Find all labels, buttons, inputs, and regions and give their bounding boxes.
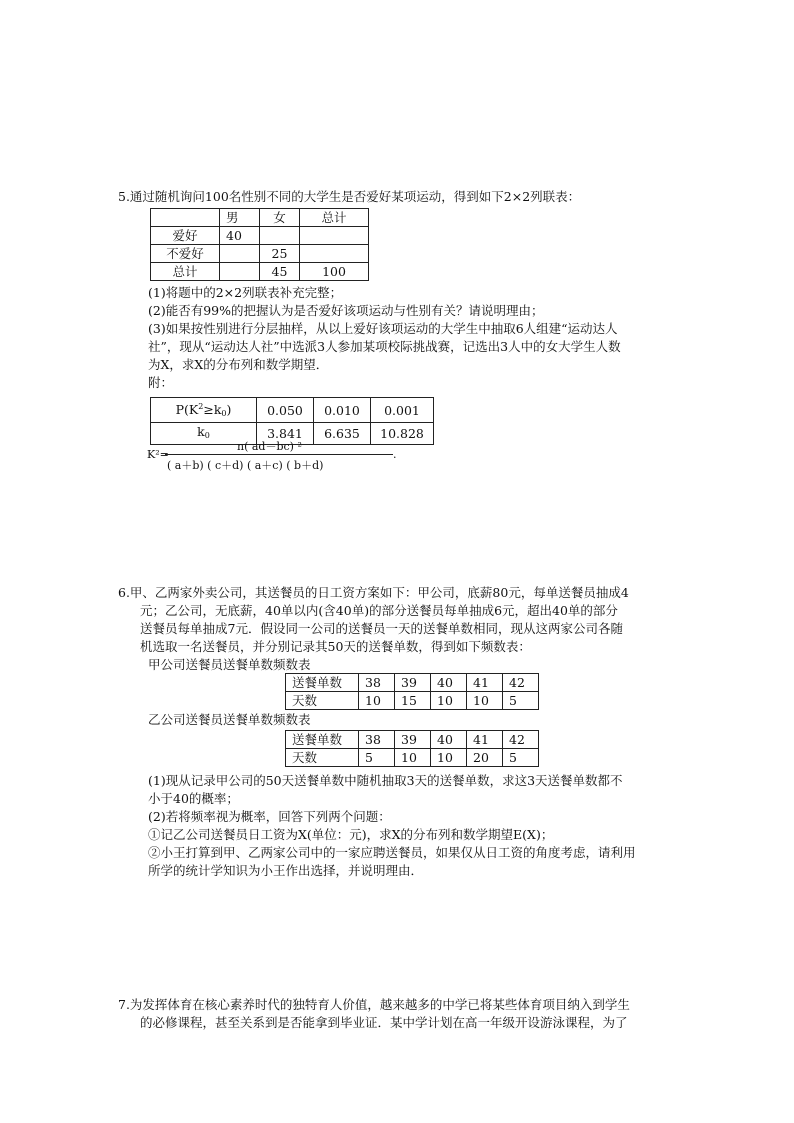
q6-table-a-title: 甲公司送餐员送餐单数频数表	[148, 657, 311, 672]
q5-contingency-table	[150, 208, 369, 281]
table-cell: 10	[359, 692, 395, 710]
table-cell: 10.828	[371, 423, 434, 445]
q6-line-3: 送餐员每单抽成7元．假设同一公司的送餐员一天的送餐单数相同，现从这两家公司各随	[140, 621, 623, 636]
table-row	[286, 731, 539, 749]
table-cell: 41	[467, 674, 503, 692]
table-cell: 总计	[151, 263, 220, 281]
formula-lhs: K²=	[147, 448, 169, 461]
table-cell: 10	[467, 692, 503, 710]
table-cell: 5	[503, 692, 539, 710]
table-cell: 40	[431, 674, 467, 692]
table-cell: 15	[395, 692, 431, 710]
q6-table-a	[285, 673, 539, 710]
k-squared-formula	[147, 438, 407, 472]
q6-line-4: 机选取一名送餐员，并分别记录其50天的送餐单数，得到如下频数表：	[140, 639, 531, 654]
table-row	[151, 263, 369, 281]
table-cell: 100	[300, 263, 369, 281]
question-6	[118, 584, 698, 674]
table-cell: 6.635	[314, 423, 371, 445]
q5-part-2: (2)能否有99%的把握认为是否爱好该项运动与性别有关？请说明理由；	[148, 303, 544, 318]
table-cell: 38	[359, 674, 395, 692]
table-cell: 0.010	[314, 398, 371, 423]
q5-part-3-line-2: 社”，现从“运动达人社”中选派3人参加某项校际挑战赛，记选出3人中的女大学生人数	[148, 339, 621, 354]
table-cell: 38	[359, 731, 395, 749]
q6-line-1: 6.甲、乙两家外卖公司，其送餐员的日工资方案如下：甲公司，底薪80元，每单送餐员抽成4	[118, 585, 629, 600]
q6-part-2-b-line-2: 所学的统计学知识为小王作出选择，并说明理由．	[148, 863, 424, 878]
table-cell: 10	[431, 749, 467, 767]
q7-line-2: 的必修课程，甚至关系到是否能拿到毕业证．某中学计划在高一年级开设游泳课程，为了	[140, 1015, 628, 1030]
table-cell	[220, 263, 260, 281]
label-text: k	[197, 424, 205, 439]
table-cell: 5	[503, 749, 539, 767]
table-cell	[220, 245, 260, 263]
q6-part-2: (2)若将频率视为概率，回答下列两个问题：	[148, 809, 391, 824]
label-text: ≥k	[203, 402, 222, 417]
table-row	[286, 674, 539, 692]
label-sup: 2	[198, 402, 204, 411]
table-cell: 10	[395, 749, 431, 767]
table-row	[151, 227, 369, 245]
q6-table-b	[285, 730, 539, 767]
label-text: )	[226, 402, 232, 417]
q6-table-b-title-wrap	[148, 711, 728, 729]
table-cell: 41	[467, 731, 503, 749]
question-5	[118, 188, 698, 206]
q5-part-1: (1)将题中的2×2列联表补充完整；	[148, 285, 343, 300]
table-cell	[300, 227, 369, 245]
table-cell: 42	[503, 674, 539, 692]
table-cell: 45	[260, 263, 300, 281]
label-text: P(K	[175, 402, 199, 417]
table-row	[151, 209, 369, 227]
table-cell: 42	[503, 731, 539, 749]
question-7	[118, 996, 698, 1032]
table-cell: 男	[220, 209, 260, 227]
table-cell: 天数	[286, 692, 359, 710]
q6-part-1-line-2: 小于40的概率；	[148, 791, 239, 806]
table-row	[151, 245, 369, 263]
q6-part-2-a: ①记乙公司送餐员日工资为X(单位：元)，求X的分布列和数学期望E(X)；	[148, 827, 554, 842]
table-cell: 0.050	[257, 398, 314, 423]
table-cell: 10	[431, 692, 467, 710]
table-cell	[260, 227, 300, 245]
q6-part-2-b-line-1: ②小王打算到甲、乙两家公司中的一家应聘送餐员，如果仅从日工资的角度考虑，请利用	[148, 845, 636, 860]
q5-appendix-label: 附：	[148, 375, 174, 390]
table-cell: 3.841	[257, 423, 314, 445]
table-cell: 40	[220, 227, 260, 245]
table-cell: 送餐单数	[286, 674, 359, 692]
table-cell: 0.001	[371, 398, 434, 423]
label-sub: 0	[204, 431, 210, 440]
table-cell: 不爱好	[151, 245, 220, 263]
q5-part-3-line-3: 为X，求X的分布列和数学期望．	[148, 357, 329, 372]
q6-table-b-title: 乙公司送餐员送餐单数频数表	[148, 712, 311, 727]
table-cell: 5	[359, 749, 395, 767]
table-cell: 爱好	[151, 227, 220, 245]
q5-stem: 5.通过随机询问100名性别不同的大学生是否爱好某项运动，得到如下2×2列联表：	[118, 189, 581, 204]
formula-numerator: n( ad－bc) ²	[237, 440, 302, 453]
table-cell: 总计	[300, 209, 369, 227]
table-cell: 39	[395, 731, 431, 749]
q5-part-3-line-1: (3)如果按性别进行分层抽样，从以上爱好该项运动的大学生中抽取6人组建“运动达人	[148, 321, 618, 336]
table-row	[286, 692, 539, 710]
table-cell: 女	[260, 209, 300, 227]
table-row	[151, 398, 434, 423]
formula-denominator: ( a＋b) ( c＋d) ( a＋c) ( b＋d)	[167, 459, 324, 472]
fraction-bar	[165, 454, 393, 455]
table-cell: 送餐单数	[286, 731, 359, 749]
table-cell: 40	[431, 731, 467, 749]
q6-line-2: 元；乙公司，无底薪，40单以内(含40单)的部分送餐员每单抽成6元，超出40单的部分	[140, 603, 618, 618]
q6-part-1-line-1: (1)现从记录甲公司的50天送餐单数中随机抽取3天的送餐单数，求这3天送餐单数都不	[148, 773, 623, 788]
label-sub: 0	[221, 409, 227, 418]
table-cell	[300, 245, 369, 263]
table-cell: 20	[467, 749, 503, 767]
table-cell: 25	[260, 245, 300, 263]
table-cell: 天数	[286, 749, 359, 767]
q7-line-1: 7.为发挥体育在核心素养时代的独特育人价值，越来越多的中学已将某些体育项目纳入到学生	[118, 997, 630, 1012]
table-cell	[151, 209, 220, 227]
table-cell	[151, 398, 257, 423]
table-cell: 39	[395, 674, 431, 692]
formula-end: .	[393, 448, 397, 461]
q5-parts	[148, 284, 728, 392]
table-row	[286, 749, 539, 767]
q6-parts	[148, 772, 728, 880]
